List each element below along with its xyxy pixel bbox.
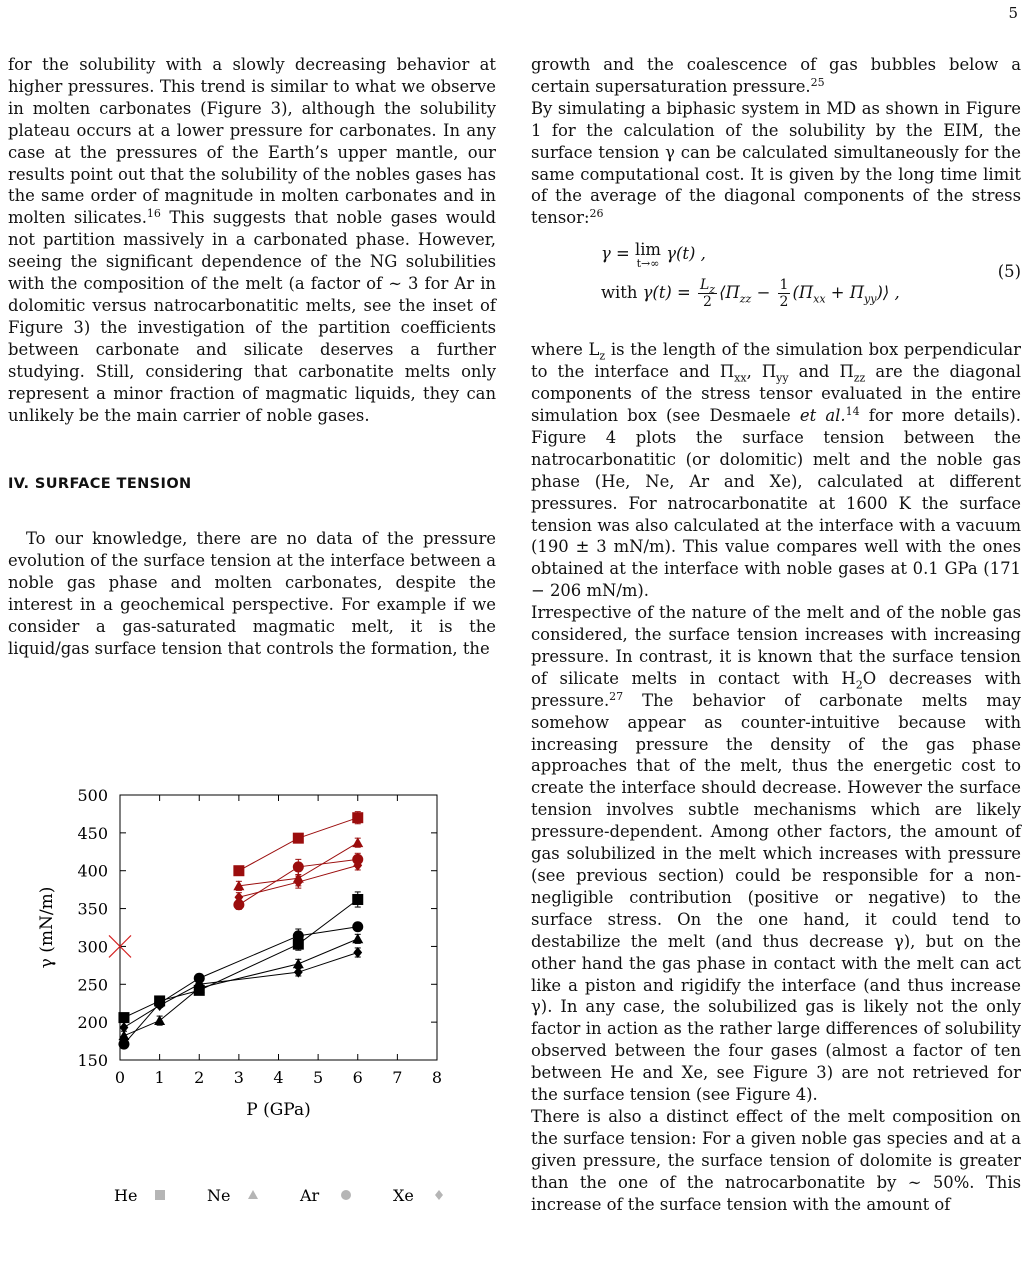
y-tick-label: 400 [77,861,108,881]
y-tick-label: 250 [77,975,108,995]
data-point-dolomite-ar [293,861,304,872]
data-point-natrocarbonatite-xe [120,1022,129,1033]
data-point-natrocarbonatite-ar [118,1039,129,1050]
equation-number: (5) [997,262,1021,282]
data-point-natrocarbonatite-xe [294,967,303,978]
data-point-natrocarbonatite-xe [353,947,362,958]
x-tick-label: 7 [392,1068,403,1087]
citation-16[interactable]: 16 [146,207,161,221]
left-paragraph-1: for the solubility with a slowly decreasing behavior at higher pressures. This trend is similar to what we observe in molten carbonates (Figure 3), although the solubility plateau occurs at a lower pressure for carbonates. In any case at the pressures of the Earth’s upper mantle, our results point out that the solubility of the nobles gases has the same order of magnitude in molten carbonates and in molten silicates.$^{16}$ This suggests that noble gases would not partition massively in a carbonated phase. However, seeing the significant dependence of the NG solubilities with the composition of the melt (a factor of ∼ 3 for Ar in dolomitic versus natrocarbonatitic melts, see the inset of Figure 3) the investigation of the partition coefficients between carbonate and silicate deserves a further studying. Still, considering that carbonatite melts only represent a minor fraction of magmatic liquids, they can unlikely be the main carrier of noble gases. [8,55,496,425]
right-paragraph-2: By simulating a biphasic system in MD as shown in Figure 1 for the calculation of the solubility by the EIM, the surface tension γ can be calculated simultaneously for the same computational cost. It is given by the long time limit of the average of the diagonal components of the stress tensor:$^{26}$ [531,98,1021,228]
x-tick-label: 0 [114,1068,126,1087]
x-tick-label: 2 [194,1068,205,1087]
lim-subscript: t→∞ [636,257,660,271]
x-axis-label: P (GPa) [246,1100,311,1120]
data-point-natrocarbonatite-ar [352,921,363,932]
legend-label-xe: Xe [393,1186,414,1205]
legend-marker-ne [248,1190,258,1199]
right-paragraph-1: growth and the coalescence of gas bubbles below a certain supersaturation pressure.$^{25}$ [531,55,1021,96]
x-tick-label: 3 [233,1068,244,1087]
y-tick-label: 300 [77,937,108,957]
page-number: 5 [1008,4,1018,22]
citation-26[interactable]: 26 [589,207,604,221]
y-tick-label: 200 [77,1013,108,1033]
left-column [8,54,496,660]
legend-label-ne: Ne [207,1186,231,1205]
citation-25[interactable]: 25 [810,75,825,89]
x-tick-label: 1 [154,1068,165,1087]
left-paragraph-2: To our knowledge, there are no data of the pressure evolution of the surface tension at the interface between a noble gas phase and molten carbonates, despite the interest in a geochemical perspective. For example if we consider a gas-saturated magmatic melt, it is the liquid/gas surface tension that controls the formation, the [8,529,496,658]
citation-14[interactable]: 14 [845,404,860,418]
right-paragraph-5: There is also a distinct effect of the melt composition on the surface tension: For a given noble gas species and at a given pressure, the surface tension of dolomite is greater than the one of the natrocarbonatite by ∼ 50%. This increase of the surface tension with the amount of [531,1106,1021,1214]
y-axis-label: γ (mN/m) [37,886,57,969]
equation-line-2: with γ(t) = $\frac{L_z}{2}$ $⟨\Pi_{zz}$ − $\frac{1}{2}$ ($\Pi_{xx}$ + $\Pi_{yy})⟩$ , [601,277,900,311]
series-line-natrocarbonatite-ar [124,927,358,1044]
data-point-natrocarbonatite-he [352,894,363,905]
x-tick-label: 4 [273,1068,284,1087]
data-point-natrocarbonatite-he [118,1012,129,1023]
legend-label-he: He [114,1186,138,1205]
legend-marker-ar [341,1190,351,1200]
data-point-dolomite-he [352,812,363,823]
legend-label-ar: Ar [300,1186,320,1205]
y-tick-label: 500 [77,786,108,805]
y-tick-label: 450 [77,823,108,843]
data-point-natrocarbonatite-ne [154,1015,165,1025]
x-tick-label: 8 [431,1068,443,1087]
right-paragraph-4: Irrespective of the nature of the melt and of the noble gas considered, the surface tension increases with increasing pressure. In contrast, it is known that the surface tension of silicate melts in contact with $H_2O$ decreases with pressure.$^{27}$ The behavior of carbonate melts may somehow appear as counter-intuitive because with increasing pressure the density of the gas phase approaches that of the melt, thus the energetic cost to create the interface should decrease. However the surface tension involves subtle mechanisms which are likely pressure-dependent. Among other factors, the amount of gas solubilized in the melt which increases with pressure (see previous section) could be responsible for a non-negligible contribution (positive or negative) to the surface stress. On the one hand, it could tend to destabilize the melt (and thus decrease γ), but on the other hand the gas phase in contact with the melt can act like a piston and rigidify the interface (and thus increase γ). In any case, the solubilized gas is likely not the only factor in action as the rather large differences of solubility observed between the four gases (almost a factor of ten between He and Xe, see Figure 3) are not retrieved for the surface tension (see Figure 4). [531,603,1021,1105]
y-tick-label: 350 [77,899,108,919]
citation-27[interactable]: 27 [609,689,624,703]
y-tick-label: 150 [77,1051,108,1070]
equation-5 [531,237,1021,323]
equation-line-1: γ = lim t→∞ γ(t) , [601,240,706,271]
right-column [531,54,1021,1216]
legend-marker-xe [435,1190,443,1200]
data-point-dolomite-he [293,833,304,844]
data-point-natrocarbonatite-ne [352,933,363,943]
surface-tension-chart [0,770,470,1220]
right-paragraph-3: where $L_z$ is the length of the simulation box perpendicular to the interface and $\Pi_{xx}$, $\Pi_{yy}$ and $\Pi_{zz}$ are the diagonal components of the stress tensor evaluated in the entire simulation box (see Desmaele et al.$^{14}$ for more details). Figure 4 plots the surface tension between the natrocarbonatitic (or dolomitic) melt and the noble gas phase (He, Ne, Ar and Xe), calculated at different pressures. For natrocarbonatite at 1600 K the surface tension was also calculated at the interface with a vacuum (190 ± 3 mN/m). This value compares well with the ones obtained at the interface with noble gases at 0.1 GPa (171 − 206 mN/m). [531,340,1021,601]
x-tick-label: 6 [352,1068,363,1087]
section-heading: IV. SURFACE TENSION [8,476,192,493]
data-point-dolomite-he [233,865,244,876]
data-point-natrocarbonatite-ar [293,930,304,941]
legend-marker-he [155,1190,165,1200]
data-point-dolomite-ne [352,837,363,847]
x-tick-label: 5 [313,1068,324,1087]
plot-frame [120,795,437,1060]
